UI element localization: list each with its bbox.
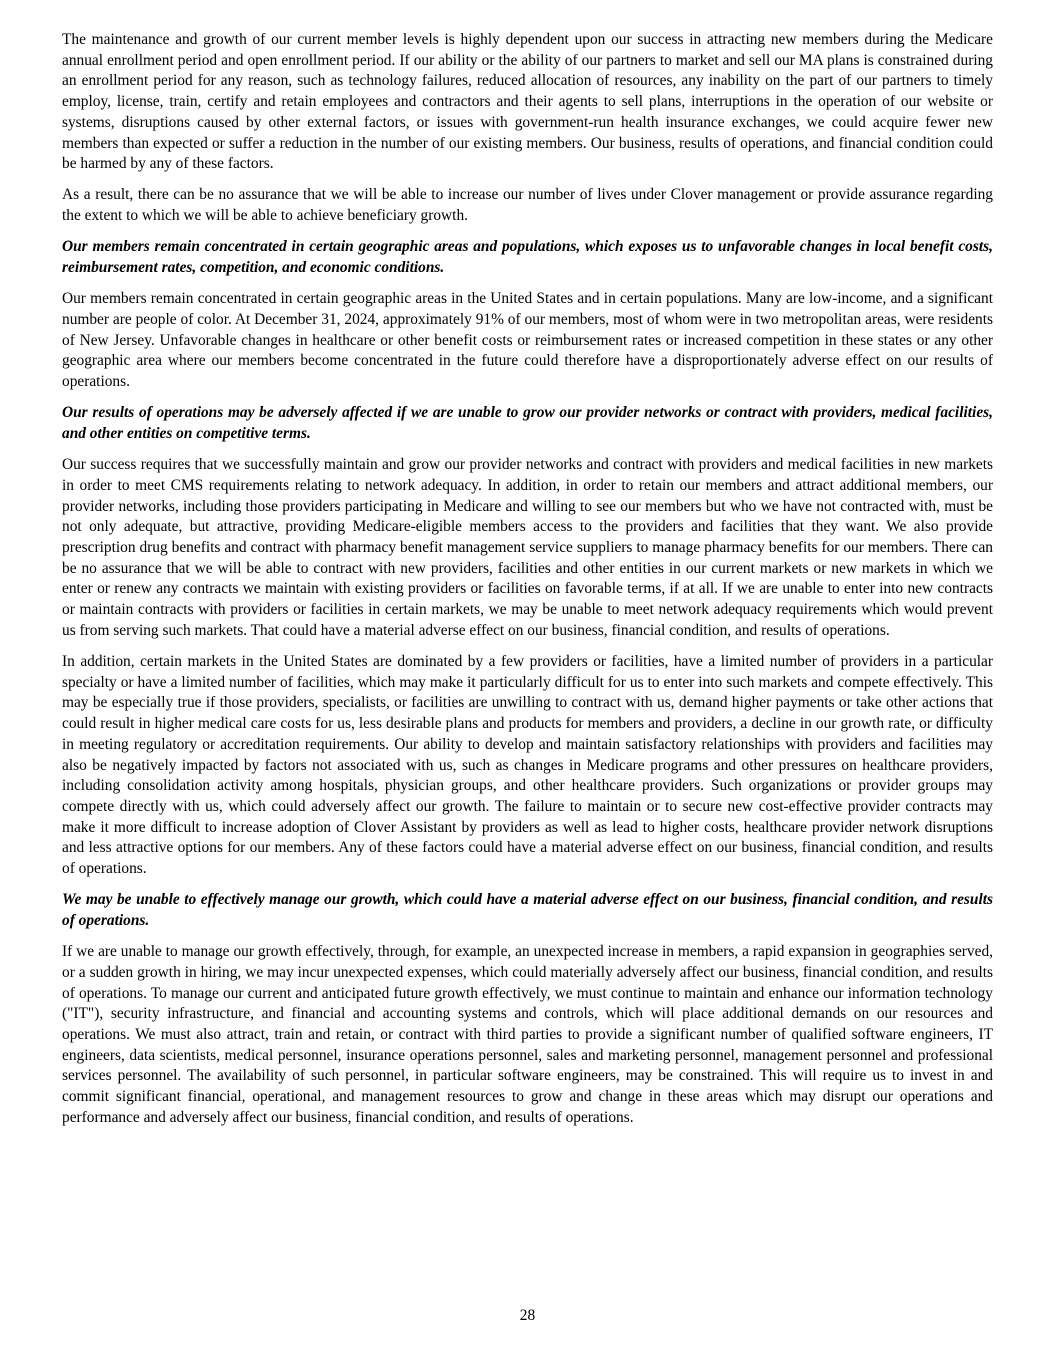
page-number: 28 (519, 1307, 536, 1324)
paragraph: Our success requires that we successfully maintain and grow our provider networks and contract with providers and medical facilities in new markets in order to meet CMS requirements relating to network adequacy. In addition, in order to retain our members and attract additional members, our provider networks, including those providers participating in Medicare and willing to see our members but who we have not contracted with, must be not only adequate, but attractive, providing Medicare-eligible members access to the providers and facilities that they want. We also provide prescription drug benefits and contract with pharmacy benefit management service suppliers to manage pharmacy benefits for our members. There can be no assurance that we will be able to contract with new providers, facilities and other entities in our current markets or new markets in which we enter or renew any contracts we maintain with existing providers or facilities on favorable terms, if at all. If we are unable to enter into new contracts or maintain contracts with providers or facilities in certain markets, we may be unable to meet network adequacy requirements which would prevent us from serving such markets. That could have a material adverse effect on our business, financial condition, and results of operations. (62, 456, 993, 639)
document-body (62, 30, 993, 1128)
paragraph: If we are unable to manage our growth effectively, through, for example, an unexpected increase in members, a rapid expansion in geographies served, or a sudden growth in hiring, we may incur unexpected expenses, which could materially adversely affect our business, financial condition, and results of operations. To manage our current and anticipated future growth effectively, we must continue to maintain and enhance our information technology ("IT"), security infrastructure, and financial and accounting systems and controls, which will place additional demands on our resources and operations. We must also attract, train and retain, or contract with third parties to provide a significant number of qualified software engineers, IT engineers, data scientists, medical personnel, insurance operations personnel, sales and marketing personnel, management personnel and professional services personnel. The availability of such personnel, in particular software engineers, may be constrained. This will require us to invest in and commit significant financial, operational, and management resources to grow and change in these areas which may disrupt our operations and performance and adversely affect our business, financial condition, and results of operations. (62, 943, 993, 1126)
section-heading: Our members remain concentrated in certain geographic areas and populations, which exposes us to unfavorable changes in local benefit costs, reimbursement rates, competition, and economic conditions. (62, 238, 993, 277)
paragraph: In addition, certain markets in the United States are dominated by a few providers or facilities, have a limited number of providers in a particular specialty or have a limited number of facilities, which may make it particularly difficult for us to enter into such markets and compete effectively. This may be especially true if those providers, specialists, or facilities are unwilling to contract with us, demand higher payments or take other actions that could result in higher medical care costs for us, less desirable plans and products for members and providers, a decline in our growth rate, or difficulty in meeting regulatory or accreditation requirements. Our ability to develop and maintain satisfactory relationships with providers and facilities may also be negatively impacted by factors not associated with us, such as changes in Medicare programs and other pressures on healthcare providers, including consolidation activity among hospitals, physician groups, and other healthcare providers. Such organizations or provider groups may compete directly with us, which could adversely affect our growth. The failure to maintain or to secure new cost-effective provider contracts may make it more difficult to increase adoption of Clover Assistant by providers as well as lead to higher costs, healthcare provider network disruptions and less attractive options for our members. Any of these factors could have a material adverse effect on our business, financial condition, and results of operations. (62, 652, 993, 878)
paragraph: As a result, there can be no assurance that we will be able to increase our number of lives under Clover management or provide assurance regarding the extent to which we will be able to achieve beneficiary growth. (62, 186, 993, 225)
paragraph: Our members remain concentrated in certain geographic areas in the United States and in certain populations. Many are low-income, and a significant number are people of color. At December 31, 2024, approximately 91% of our members, most of whom were in two metropolitan areas, were residents of New Jersey. Unfavorable changes in healthcare or other benefit costs or reimbursement rates or increased competition in these states or any other geographic area where our members become concentrated in the future could therefore have a disproportionately adverse effect on our results of operations. (62, 290, 993, 391)
section-heading: We may be unable to effectively manage our growth, which could have a material adverse effect on our business, financial condition, and results of operations. (62, 891, 993, 929)
section-heading: Our results of operations may be adversely affected if we are unable to grow our provider networks or contract with providers, medical facilities, and other entities on competitive terms. (62, 404, 993, 442)
paragraph: The maintenance and growth of our current member levels is highly dependent upon our success in attracting new members during the Medicare annual enrollment period and open enrollment period. If our ability or the ability of our partners to market and sell our MA plans is constrained during an enrollment period for any reason, such as technology failures, reduced allocation of resources, any inability on the part of our partners to timely employ, license, train, certify and retain employees and contractors and their agents to sell plans, interruptions in the operation of our website or systems, disruptions caused by other external factors, or issues with government-run health insurance exchanges, we could acquire fewer new members than expected or suffer a reduction in the number of our existing members. Our business, results of operations, and financial condition could be harmed by any of these factors. (62, 31, 993, 173)
